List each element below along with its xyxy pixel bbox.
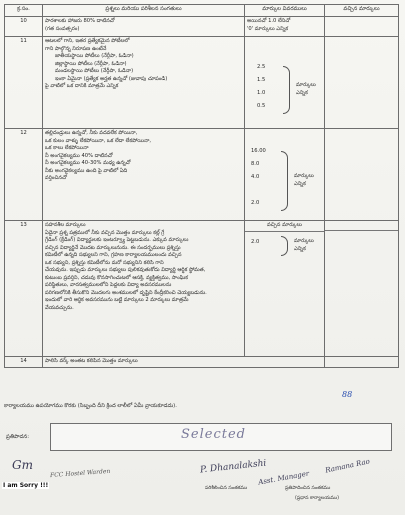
mark-value: 4.0 xyxy=(251,174,260,180)
signature: Ramana Rao xyxy=(324,457,371,475)
question-line: గ్రేడింగ్ (క్రేడింగ్) విద్యార్థులకు ఇంటర్వ్యూ పెట్టబడును. ఎక్కువ మార్కులు xyxy=(45,237,189,244)
question-line: గాని పాల్గొన్న నిరూపణ ఉంటేనే xyxy=(45,45,107,52)
question-line: ఒక కులం వాళ్ళు లేకపోయినా, ఒక లేదా లేకపోయినా, xyxy=(45,137,152,144)
table-row xyxy=(5,17,399,37)
question-line: నీ అంగవైకల్యము 40% దాటినచో xyxy=(45,152,113,159)
signature-caption: ప్రతిపాదించిన సంతకము xyxy=(285,486,331,491)
mark-label xyxy=(288,173,314,188)
mark-label xyxy=(290,82,316,97)
mark-value xyxy=(251,187,277,200)
question-line: వేయవచ్చును. xyxy=(45,304,74,311)
hostel-stamp: FCC Hostel Warden xyxy=(49,467,111,480)
evaluation-table xyxy=(4,4,399,368)
question-line: ఏదైనా ప్రశ్న పత్రములో నీకు వచ్చిన మొత్తం మార్కులు కల్ల్ గ్రే xyxy=(45,229,165,236)
question-line: పాలిసి వర్క్ అంతట కలిపిన మొత్తం మార్కులు xyxy=(45,358,138,364)
curly-brace xyxy=(281,236,288,256)
question-line: (గత సంవత్సరం) xyxy=(45,25,80,32)
row-sno: 13 xyxy=(5,221,43,357)
row-marks-details xyxy=(245,129,325,221)
mark-values xyxy=(247,239,271,252)
table-row xyxy=(5,357,399,368)
row-marks-details xyxy=(245,17,325,37)
marks-brace-group xyxy=(247,148,322,213)
question-line: పారశాలకు హాజరు 80% దాటినచో xyxy=(45,18,115,24)
question-line: వర్తించినచో xyxy=(45,175,67,182)
header-marks-details: మార్కుల వివరములు xyxy=(245,5,325,17)
row-sno: 14 xyxy=(5,357,43,368)
row-awarded xyxy=(325,17,399,37)
question-line: ఒక సభ్యుని, ప్రశ్నిస్తు కమిటీలోను మరో సభ్యునిని కలిసి గాని xyxy=(45,259,164,266)
question-line: ఆటలలో గాని, ఇతర ప్రత్యేకమైన పోటీలలో xyxy=(45,38,130,44)
curly-brace xyxy=(281,151,288,211)
mark-value: 0.5 xyxy=(257,103,266,109)
question-line: జాతీయస్థాయి పోటీలు (నేర్గీపా, ఓడినా) xyxy=(55,53,134,60)
question-line: ఇందులో వారి ఆర్థిక అవసరమును బట్టి మార్కులు 2 మార్కులు మాత్రమే xyxy=(45,297,189,304)
signature: Asst. Manager xyxy=(257,469,310,487)
marks-line: అయినచో 1.0 లేనిచో xyxy=(247,18,291,24)
row-question xyxy=(43,37,245,129)
header-awarded: వచ్చిన మార్కులు xyxy=(325,5,399,17)
row-marks-details xyxy=(245,221,325,357)
question-line: ఇంకా ఏమైనా (ప్రత్యేక అర్హత ఉన్నచో (జువాపు చూపండి) xyxy=(55,75,168,82)
question-line: జిల్లాస్థాయి పోటీలు (నేర్గీపా, ఓడినా) xyxy=(55,60,127,67)
signature-caption: పరిశీలించిన సంతకము xyxy=(205,486,248,491)
remarks-label: ప్రతిపాదన: xyxy=(6,434,30,440)
mark-label-line: మార్కులు xyxy=(296,82,316,89)
mark-value: 2.0 xyxy=(251,200,260,206)
row-sno: 12 xyxy=(5,129,43,221)
handwritten-total-marks: 88 xyxy=(342,390,353,399)
awarded-sub-header xyxy=(325,221,398,231)
row-question xyxy=(43,357,325,368)
marks-line: '0' మార్కులు ఎన్నిక xyxy=(247,25,289,32)
mark-label-line: ఎన్నిక xyxy=(296,90,308,96)
mark-value: 2.5 xyxy=(257,64,266,70)
question-line: కమిటీలో ఉన్నది సభ్యులని గాని, గ్రహణ కార్యాలయములందు వచ్చిన xyxy=(45,252,182,259)
header-sno: క్ర.సం. xyxy=(5,5,43,17)
mark-values xyxy=(247,64,279,116)
mark-label xyxy=(288,238,314,253)
question-line: పరిస్థితులు, వారసత్వములలోని పెద్దలకు విద్యా అవసరములను xyxy=(45,282,172,289)
row-marks-details xyxy=(245,37,325,129)
signature-caption: (ప్రధాన కార్యాలయము) xyxy=(295,496,340,501)
row-sno: 11 xyxy=(5,37,43,129)
mark-value: 1.0 xyxy=(257,90,266,96)
question-line: పరిగణలోనికి తీసుకొని మొదలగు అంశములలో దృష్టిని కేంద్రీకరించి చెయ్యబడును. xyxy=(45,289,207,296)
mark-value: 1.5 xyxy=(257,77,266,83)
table-row xyxy=(5,37,399,129)
mark-value: 2.0 xyxy=(251,239,260,246)
question-line: నీ అంగవైకల్యము 40-30% మధ్య ఉన్నచో xyxy=(45,160,131,167)
mark-values xyxy=(247,148,277,213)
row-awarded xyxy=(325,221,399,357)
row-awarded xyxy=(325,129,399,221)
question-line: నీకు అంగవైకల్యము ఉంది పై వాటిలో ఏది xyxy=(45,167,128,174)
mark-label-line: ఎన్నిక xyxy=(294,245,306,252)
row-awarded xyxy=(325,357,399,368)
row-question xyxy=(43,17,245,37)
marks-brace-group xyxy=(247,236,322,256)
remarks-handwritten: Selected xyxy=(181,427,246,442)
mark-label-line: ఎన్నిక xyxy=(294,180,306,187)
question-line: చేయవును. ఇప్పుడు మార్కులు సభ్యులు పులికవుతుకోదు విద్యార్థి ఆర్థిక స్థోమత, xyxy=(45,267,206,274)
table-header-row xyxy=(5,5,399,17)
office-use-note: కార్యాలయము ఉపయోగము కొరకు (సిబ్బంది దీని క్రింద లాలీలో ఏమీ వ్రాయకూడదు). xyxy=(4,403,177,409)
table-row xyxy=(5,221,399,357)
signature: Gm xyxy=(12,458,33,472)
remarks-box xyxy=(50,423,392,451)
marks-brace-group xyxy=(247,64,322,116)
mark-label-line: మార్కులు xyxy=(294,172,314,179)
marks-sub-header: వచ్చిన మార్కులు xyxy=(245,221,324,232)
watermark-label: I am Sorry !!! xyxy=(3,482,49,489)
row-question xyxy=(43,129,245,221)
mark-label-line: మార్కులు xyxy=(294,238,314,244)
row-question xyxy=(43,221,245,357)
signature: P. Dhanalakshi xyxy=(199,458,267,476)
table-row xyxy=(5,129,399,221)
question-line: తల్లిదండ్రులు ఉన్నచో, నీకు వదవలేక పోయినా, xyxy=(45,130,138,136)
question-line: పై వాటిలో ఒక దానికి మాత్రమే ఎన్నిక xyxy=(45,83,119,90)
question-line: మండలస్థాయి పోటీలు (నేర్గీపా, ఓడినా) xyxy=(55,68,134,75)
question-line: కుటుంబ ప్రవర్తిని, చదువు కొనసాగించుటలో ఆసక్తి, వ్యక్తిత్వము, సాంఘిక xyxy=(45,274,188,281)
question-line: ఒక కాలు లేకపోయినా xyxy=(45,145,89,152)
question-line: వచ్చిన విద్యార్థినే మొదట మార్కులునును. ఈ సందర్భములు ప్రశ్నిస్తు xyxy=(45,244,181,251)
curly-brace xyxy=(283,66,290,114)
question-title: సహనశీల మార్కులు xyxy=(45,222,86,228)
mark-value: 16.00 xyxy=(251,148,266,154)
mark-value: 8.0 xyxy=(251,161,260,167)
row-awarded xyxy=(325,37,399,129)
row-sno: 10 xyxy=(5,17,43,37)
header-question: ప్రశ్నలు మరియు పరిశీలన సంగతులు xyxy=(43,5,245,17)
